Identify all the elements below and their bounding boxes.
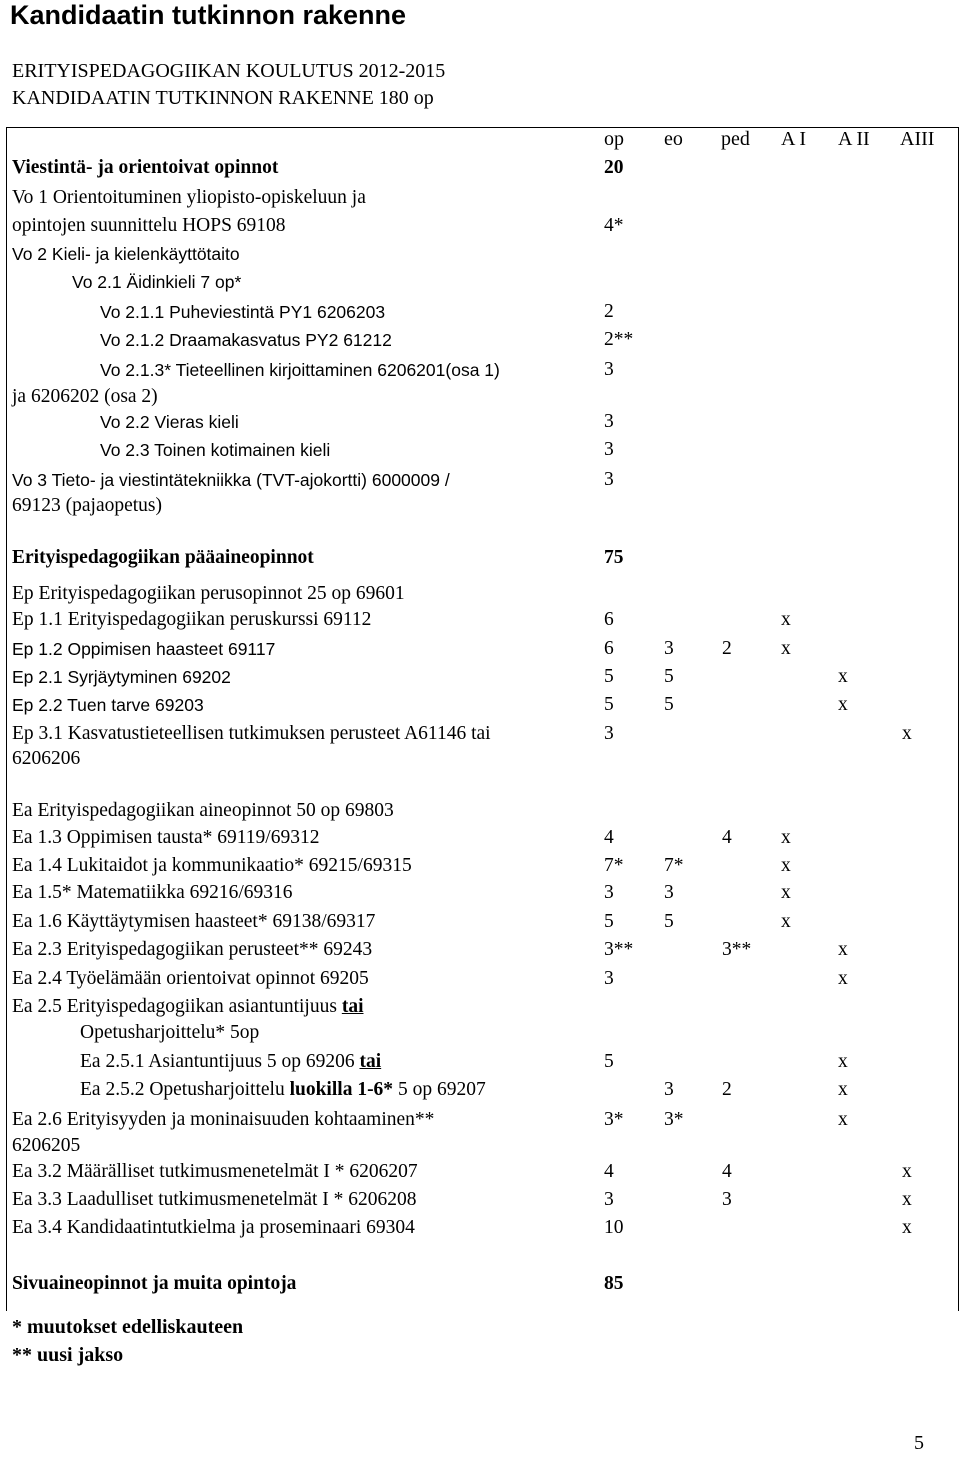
a1-mark: x bbox=[781, 609, 791, 630]
table-row bbox=[0, 608, 960, 634]
course-label: Ea 3.2 Määrälliset tutkimusmenetelmät I * 6206207 bbox=[12, 1161, 418, 1182]
a2-mark: x bbox=[838, 1109, 848, 1130]
table-row bbox=[0, 1021, 960, 1047]
course-label: Ea 2.5.1 Asiantuntijuus 5 op 69206 tai bbox=[80, 1051, 382, 1072]
course-label: Ea Erityispedagogiikan aineopinnot 50 op 69803 bbox=[12, 800, 394, 821]
course-label-alternative: tai bbox=[341, 996, 364, 1017]
a3-mark: x bbox=[902, 1189, 912, 1210]
eo-value: 3 bbox=[664, 882, 674, 903]
table-row bbox=[0, 665, 960, 691]
op-value: 3 bbox=[604, 411, 614, 432]
a3-mark: x bbox=[902, 1161, 912, 1182]
table-row bbox=[0, 582, 960, 608]
course-label: Ea 2.6 Erityisyyden ja moninaisuuden kohtaaminen** bbox=[12, 1109, 435, 1130]
course-label: ja 6206202 (osa 2) bbox=[12, 386, 158, 407]
column-header-ped: ped bbox=[721, 128, 750, 150]
course-label: Vo 1 Orientoituminen yliopisto-opiskeluun ja bbox=[12, 187, 366, 208]
course-label: Vo 2.1.3* Tieteellinen kirjoittaminen 6206201(osa 1) bbox=[100, 360, 500, 380]
page-number: 5 bbox=[914, 1432, 924, 1454]
course-label: Ea 1.5* Matematiikka 69216/69316 bbox=[12, 882, 293, 903]
ped-value: 3** bbox=[722, 939, 752, 960]
page-title: Kandidaatin tutkinnon rakenne bbox=[10, 0, 407, 30]
table-row bbox=[0, 358, 960, 384]
op-value: 3 bbox=[604, 469, 614, 490]
table-row bbox=[0, 747, 960, 773]
course-label: Ea 2.5 Erityispedagogiikan asiantuntijuus tai bbox=[12, 996, 364, 1017]
table-row bbox=[0, 328, 960, 354]
a3-mark: x bbox=[902, 1217, 912, 1238]
table-row bbox=[0, 1050, 960, 1076]
table-row bbox=[0, 881, 960, 907]
course-label: Ea 1.3 Oppimisen tausta* 69119/69312 bbox=[12, 827, 320, 848]
table-row bbox=[0, 826, 960, 852]
ped-value: 3 bbox=[722, 1189, 732, 1210]
table-row bbox=[0, 1108, 960, 1134]
op-value: 4 bbox=[604, 1161, 614, 1182]
eo-value: 3 bbox=[664, 638, 674, 659]
op-value: 4* bbox=[604, 215, 624, 236]
eo-value: 5 bbox=[664, 666, 674, 687]
column-header-a3: AIII bbox=[900, 128, 935, 150]
a1-mark: x bbox=[781, 882, 791, 903]
table-row bbox=[0, 468, 960, 494]
course-label: Ep 3.1 Kasvatustieteellisen tutkimuksen perusteet A61146 tai bbox=[12, 723, 491, 744]
table-row bbox=[0, 1272, 960, 1298]
course-label: Vo 2 Kieli- ja kielenkäyttötaito bbox=[12, 244, 240, 264]
op-value: 3 bbox=[604, 359, 614, 380]
table-row bbox=[0, 1188, 960, 1214]
a2-mark: x bbox=[838, 666, 848, 687]
table-row bbox=[0, 1216, 960, 1242]
ped-value: 4 bbox=[722, 1161, 732, 1182]
op-value: 5 bbox=[604, 666, 614, 687]
a2-mark: x bbox=[838, 694, 848, 715]
course-label: Vo 2.2 Vieras kieli bbox=[100, 412, 239, 432]
course-label: Ea 1.6 Käyttäytymisen haasteet* 69138/69317 bbox=[12, 911, 376, 932]
table-row bbox=[0, 995, 960, 1021]
op-value: 4 bbox=[604, 827, 614, 848]
course-label: Ea 2.3 Erityispedagogiikan perusteet** 69243 bbox=[12, 939, 373, 960]
op-value: 85 bbox=[604, 1273, 624, 1294]
a1-mark: x bbox=[781, 911, 791, 932]
a1-mark: x bbox=[781, 638, 791, 659]
table-row bbox=[0, 1078, 960, 1104]
eo-value: 3* bbox=[664, 1109, 684, 1130]
op-value: 5 bbox=[604, 694, 614, 715]
op-value: 6 bbox=[604, 638, 614, 659]
table-row bbox=[0, 938, 960, 964]
op-value: 10 bbox=[604, 1217, 624, 1238]
table-row bbox=[0, 693, 960, 719]
course-label: Sivuaineopinnot ja muita opintoja bbox=[12, 1273, 297, 1294]
eo-value: 3 bbox=[664, 1079, 674, 1100]
ped-value: 2 bbox=[722, 1079, 732, 1100]
table-row bbox=[0, 242, 960, 268]
course-label: Opetusharjoittelu* 5op bbox=[80, 1022, 260, 1043]
course-label: Ep 2.2 Tuen tarve 69203 bbox=[12, 695, 204, 715]
table-row bbox=[0, 637, 960, 663]
a2-mark: x bbox=[838, 1079, 848, 1100]
table-row bbox=[0, 546, 960, 572]
op-value: 6 bbox=[604, 609, 614, 630]
table-row bbox=[0, 186, 960, 212]
course-label: Vo 2.1.2 Draamakasvatus PY2 61212 bbox=[100, 330, 392, 350]
column-header-eo: eo bbox=[664, 128, 683, 150]
a1-mark: x bbox=[781, 855, 791, 876]
op-value: 3 bbox=[604, 882, 614, 903]
op-value: 2 bbox=[604, 301, 614, 322]
op-value: 75 bbox=[604, 547, 624, 568]
table-row bbox=[0, 967, 960, 993]
course-label-alternative: tai bbox=[359, 1051, 382, 1072]
course-label: 6206206 bbox=[12, 748, 81, 769]
op-value: 3 bbox=[604, 1189, 614, 1210]
course-label: Vo 2.3 Toinen kotimainen kieli bbox=[100, 440, 331, 460]
table-row bbox=[0, 910, 960, 936]
table-row bbox=[0, 300, 960, 326]
a1-mark: x bbox=[781, 827, 791, 848]
table-row bbox=[0, 854, 960, 880]
table-row bbox=[0, 494, 960, 520]
table-row bbox=[0, 1134, 960, 1160]
program-title: ERITYISPEDAGOGIIKAN KOULUTUS 2012-2015 bbox=[12, 60, 446, 82]
course-label: Viestintä- ja orientoivat opinnot bbox=[12, 157, 279, 178]
ped-value: 4 bbox=[722, 827, 732, 848]
a2-mark: x bbox=[838, 1051, 848, 1072]
op-value: 3** bbox=[604, 939, 634, 960]
footnote-changes: * muutokset edelliskauteen bbox=[12, 1316, 244, 1338]
course-label: 69123 (pajaopetus) bbox=[12, 495, 163, 516]
table-row bbox=[0, 270, 960, 296]
table-row bbox=[0, 1160, 960, 1186]
op-value: 3 bbox=[604, 439, 614, 460]
course-label: Vo 2.1.1 Puheviestintä PY1 6206203 bbox=[100, 302, 386, 322]
course-label: Ea 2.4 Työelämään orientoivat opinnot 69205 bbox=[12, 968, 369, 989]
table-row bbox=[0, 438, 960, 464]
a2-mark: x bbox=[838, 939, 848, 960]
course-label: opintojen suunnittelu HOPS 69108 bbox=[12, 215, 286, 236]
footnote-new: ** uusi jakso bbox=[12, 1344, 124, 1366]
course-label: Ep 2.1 Syrjäytyminen 69202 bbox=[12, 667, 231, 687]
course-label: Ea 3.4 Kandidaatintutkielma ja proseminaari 69304 bbox=[12, 1217, 415, 1238]
course-label: Erityispedagogiikan pääaineopinnot bbox=[12, 547, 314, 568]
course-label: Ea 3.3 Laadulliset tutkimusmenetelmät I * 6206208 bbox=[12, 1189, 417, 1210]
table-row bbox=[0, 156, 960, 182]
op-value: 3* bbox=[604, 1109, 624, 1130]
table-row bbox=[0, 722, 960, 748]
op-value: 5 bbox=[604, 911, 614, 932]
table-row bbox=[0, 799, 960, 825]
table-row bbox=[0, 214, 960, 240]
eo-value: 5 bbox=[664, 694, 674, 715]
course-label: Ep 1.1 Erityispedagogiikan peruskurssi 69112 bbox=[12, 609, 372, 630]
course-label: Vo 3 Tieto- ja viestintätekniikka (TVT-ajokortti) 6000009 / bbox=[12, 470, 450, 490]
eo-value: 5 bbox=[664, 911, 674, 932]
op-value: 3 bbox=[604, 723, 614, 744]
op-value: 7* bbox=[604, 855, 624, 876]
a2-mark: x bbox=[838, 968, 848, 989]
course-label: Ep 1.2 Oppimisen haasteet 69117 bbox=[12, 639, 276, 659]
table-row bbox=[0, 410, 960, 436]
op-value: 5 bbox=[604, 1051, 614, 1072]
eo-value: 7* bbox=[664, 855, 684, 876]
op-value: 20 bbox=[604, 157, 624, 178]
course-label-emphasis: luokilla 1-6* bbox=[289, 1079, 394, 1100]
ped-value: 2 bbox=[722, 638, 732, 659]
course-label: Ea 1.4 Lukitaidot ja kommunikaatio* 69215/69315 bbox=[12, 855, 412, 876]
course-label: Ea 2.5.2 Opetusharjoittelu luokilla 1-6* 5 op 69207 bbox=[80, 1079, 486, 1100]
a3-mark: x bbox=[902, 723, 912, 744]
course-label: Vo 2.1 Äidinkieli 7 op* bbox=[72, 272, 242, 292]
column-header-a1: A I bbox=[781, 128, 806, 150]
course-label: 6206205 bbox=[12, 1135, 81, 1156]
table-row bbox=[0, 385, 960, 411]
course-label: Ep Erityispedagogiikan perusopinnot 25 op 69601 bbox=[12, 583, 405, 604]
op-value: 3 bbox=[604, 968, 614, 989]
structure-title: KANDIDAATIN TUTKINNON RAKENNE 180 op bbox=[12, 87, 434, 109]
column-header-a2: A II bbox=[838, 128, 870, 150]
op-value: 2** bbox=[604, 329, 634, 350]
column-header-op: op bbox=[604, 128, 624, 150]
